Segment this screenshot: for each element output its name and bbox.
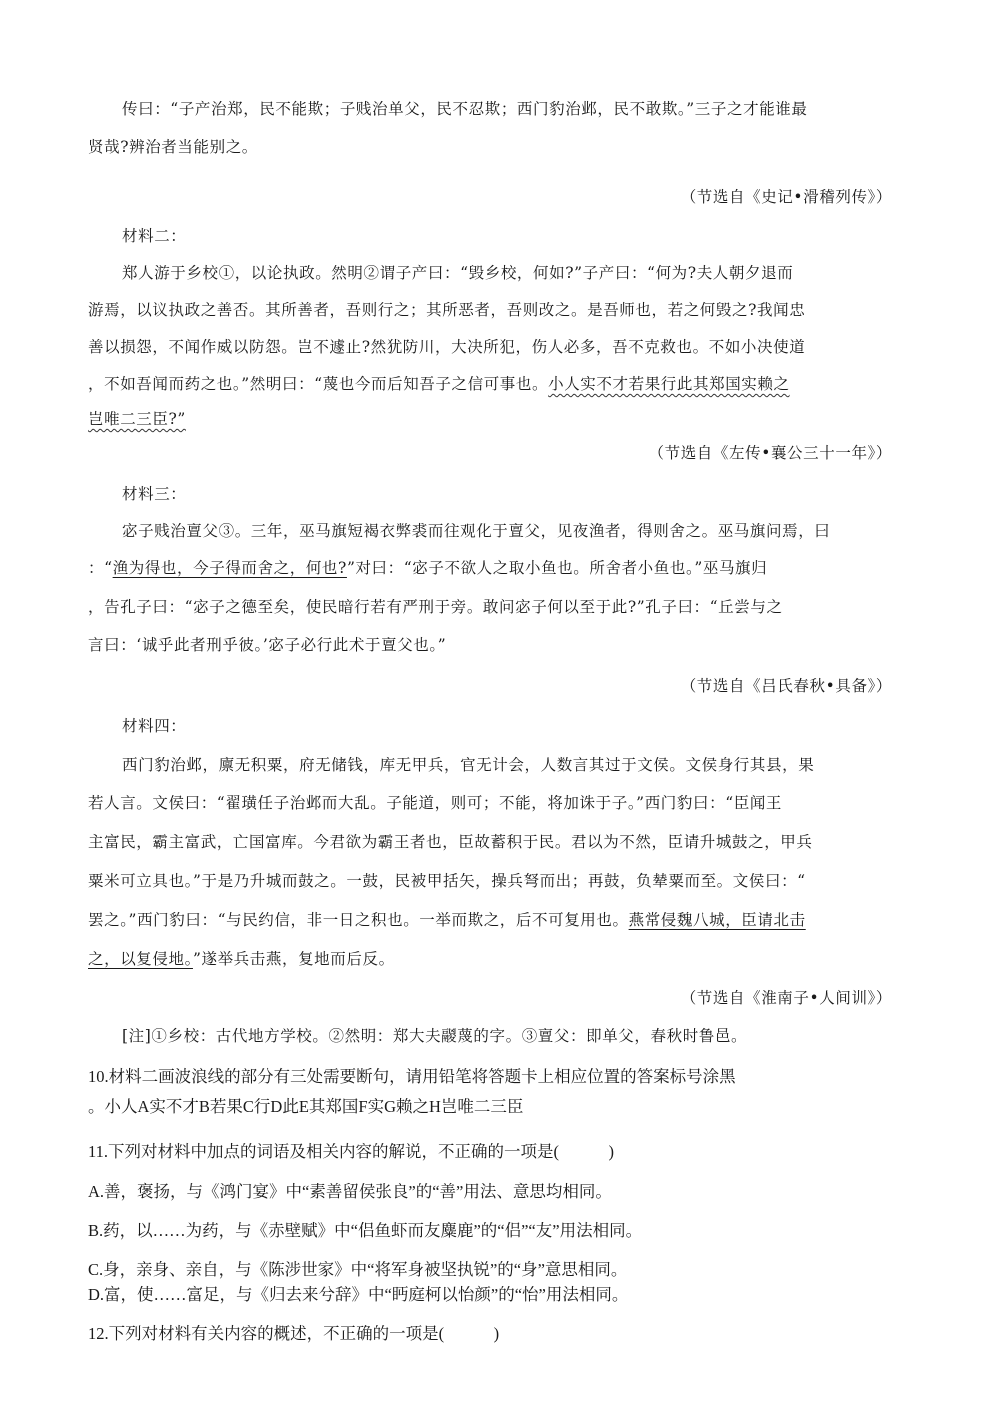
material-three-line-2-start: ：“	[88, 559, 113, 577]
material-four-line-2: 若人言。文侯曰：“翟璜任子治邺而大乱。子能道，则可；不能，将加诛于子。”西门豹曰：“臣闻王	[88, 794, 783, 812]
question-11-option-b: B.药，以……为药，与《赤壁赋》中“侣鱼虾而友麋鹿”的“侣”“友”用法相同。	[88, 1221, 643, 1240]
material-two-line-2: 游焉，以议执政之善否。其所善者，吾则行之；其所恶者，吾则改之。是吾师也，若之何毁之?我闻忠	[88, 301, 806, 319]
material-four-line-6-text: ”遂举兵击燕，复地而后反。	[192, 950, 395, 968]
question-10-options: 。小人A实不才B若果C行D此E其郑国F实G赖之H岂唯二三臣	[88, 1097, 524, 1116]
material-two-line-1: 郑人游于乡校①，以论执政。然明②谓子产曰：“毁乡校，何如?”子产曰：“何为?夫人朝夕退而	[122, 264, 794, 282]
material-two-line-3: 善以损怨，不闻作威以防怨。岂不遽止?然犹防川，大决所犯，伤人必多，吾不克救也。不如小决使道	[88, 338, 806, 356]
question-11-option-a: A.善，褒扬，与《鸿门宴》中“素善留侯张良”的“善”用法、意思均相同。	[88, 1182, 612, 1201]
material-four-line-4: 粟米可立具也。”于是乃升城而鼓之。一鼓，民被甲括矢，操兵弩而出；再鼓，负辇粟而至。文侯曰：“	[88, 872, 806, 890]
material-two-line-5	[88, 408, 896, 430]
material-two-source: （节选自《左传•襄公三十一年》）	[648, 444, 892, 462]
material-one-source: （节选自《史记•滑稽列传》）	[680, 188, 892, 206]
underlined-sentence: 渔为得也，今子得而舍之，何也?	[112, 559, 347, 577]
question-11-stem: 11.下列对材料中加点的词语及相关内容的解说，不正确的一项是( )	[88, 1142, 615, 1161]
material-three-line-2-end: ”对曰：“宓子不欲人之取小鱼也。所舍者小鱼也。”巫马旗归	[346, 559, 768, 577]
material-three-line-3: ，告孔子曰：“宓子之德至矣，使民暗行若有严刑于旁。敢问宓子何以至于此?”孔子曰：“丘尝与之	[88, 598, 783, 616]
material-one-line-2: 贤哉?辨治者当能别之。	[88, 138, 258, 156]
material-three-line-1: 宓子贱治亶父③。三年，巫马旗短褐衣弊裘而往观化于亶父，见夜渔者，得则舍之。巫马旗问焉，曰	[122, 522, 831, 540]
material-three-source: （节选自《吕氏春秋•具备》）	[680, 677, 892, 695]
wavy-underlined-passage-end: 岂唯二三臣?”	[88, 410, 186, 428]
material-three-label: 材料三：	[122, 485, 187, 503]
underlined-sentence-2-end: 之，以复侵地。	[88, 950, 193, 968]
material-four-line-1: 西门豹治邺，廪无积粟，府无储钱，库无甲兵，官无计会，人数言其过于文侯。文侯身行其县，果	[122, 756, 815, 774]
material-two-line-4	[88, 373, 896, 395]
material-two-label: 材料二：	[122, 227, 187, 245]
underlined-sentence-2: 燕常侵魏八城，臣请北击	[628, 911, 806, 929]
material-four-line-5-text: 罢之。”西门豹曰：“与民约信，非一日之积也。一举而欺之，后不可复用也。	[88, 911, 629, 929]
material-four-source: （节选自《淮南子•人间训》）	[680, 989, 892, 1007]
question-12-stem: 12.下列对材料有关内容的概述，不正确的一项是( )	[88, 1324, 500, 1343]
material-one-line-1: 传曰：“子产治郑，民不能欺；子贱治单父，民不忍欺；西门豹治邺，民不敢欺。”三子之才能谁最	[122, 100, 808, 118]
material-two-line-4-text: ，不如吾闻而药之也。”然明曰：“蔑也今而后知吾子之信可事也。	[88, 375, 549, 393]
footnote: [注]①乡校：古代地方学校。②然明：郑大夫鬷蔑的字。③亶父：即单父，春秋时鲁邑。	[122, 1027, 748, 1045]
material-three-line-4: 言曰：‘诚乎此者刑乎彼。’宓子必行此术于亶父也。”	[88, 636, 447, 654]
material-four-line-5	[88, 909, 896, 931]
wavy-underlined-passage: 小人实不才若果行此其郑国实赖之	[548, 375, 790, 393]
material-four-line-6	[88, 948, 896, 970]
material-four-line-3: 主富民，霸主富武，亡国富库。今君欲为霸王者也，臣故蓄积于民。君以为不然，臣请升城鼓之，甲兵	[88, 833, 813, 851]
material-four-label: 材料四：	[122, 717, 187, 735]
question-11-option-c: C.身，亲身、亲自，与《陈涉世家》中“将军身被坚执锐”的“身”意思相同。	[88, 1260, 628, 1279]
question-10-stem: 10.材料二画波浪线的部分有三处需要断句，请用铅笔将答题卡上相应位置的答案标号涂黑	[88, 1067, 736, 1086]
material-three-line-2	[88, 557, 896, 579]
question-11-option-d: D.富，使……富足，与《归去来兮辞》中“眄庭柯以怡颜”的“怡”用法相同。	[88, 1285, 629, 1304]
